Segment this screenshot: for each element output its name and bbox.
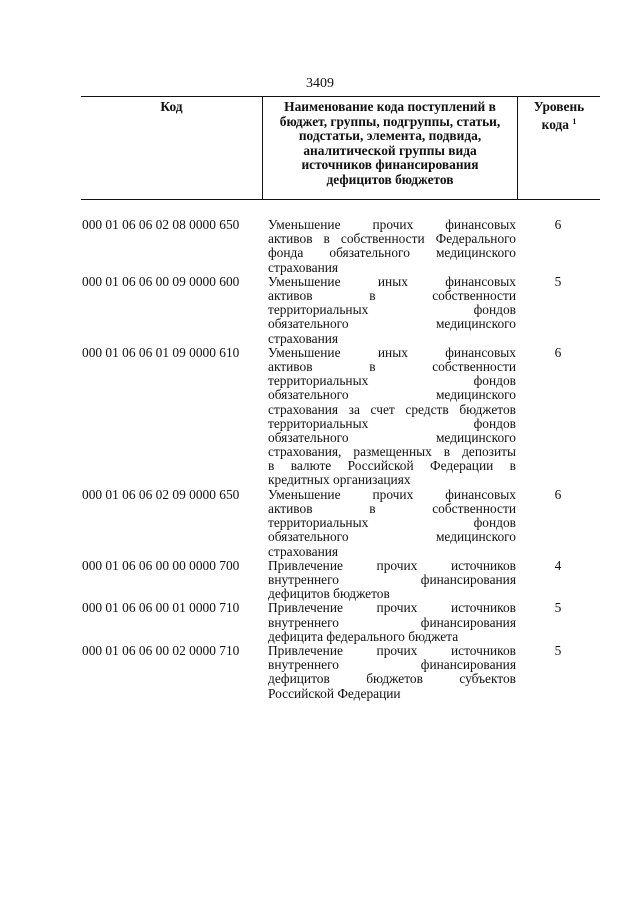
row-name-line: Привлечение прочих источников xyxy=(268,557,516,573)
row-name xyxy=(268,559,516,602)
row-name-line: дефицитов бюджетов xyxy=(268,586,390,602)
header-level-line xyxy=(518,115,600,133)
row-name-line: внутреннего финансирования xyxy=(268,657,516,673)
header-level xyxy=(518,97,600,199)
row-level: 6 xyxy=(554,486,562,502)
row-name xyxy=(268,346,516,488)
row-name-line: внутреннего финансирования xyxy=(268,614,516,630)
row-code: 000 01 06 06 01 09 0000 610 xyxy=(82,344,240,360)
header-name-line: дефицитов бюджетов xyxy=(326,171,454,187)
row-name-line: страхования xyxy=(268,259,339,275)
row-name-line: обязательного медицинского xyxy=(268,387,516,403)
row-name-line: обязательного медицинского xyxy=(268,529,516,545)
row-code: 000 01 06 06 00 01 0000 710 xyxy=(82,600,240,616)
row-name-line: страхования xyxy=(268,330,339,346)
table-header xyxy=(81,96,600,200)
row-name xyxy=(268,644,516,701)
row-code: 000 01 06 06 00 00 0000 700 xyxy=(82,557,240,573)
row-code: 000 01 06 06 02 09 0000 650 xyxy=(82,486,240,502)
row-level: 5 xyxy=(554,600,562,616)
row-name-line: активов в собственности xyxy=(268,500,516,516)
header-name-line: подстатьи, элемента, подвида, xyxy=(298,128,482,144)
row-name-line: кредитных организациях xyxy=(268,472,411,488)
row-name-line: активов в собственности Федерального xyxy=(268,231,516,247)
row-name-line: обязательного медицинского xyxy=(268,429,516,445)
row-level: 6 xyxy=(554,217,562,232)
row-code: 000 01 06 06 02 08 0000 650 xyxy=(82,217,240,232)
row-level: 6 xyxy=(554,344,562,360)
row-name xyxy=(268,218,516,275)
row-name-line: страхования, размещенных в депозиты xyxy=(268,444,516,460)
row-name-line: внутреннего финансирования xyxy=(268,571,516,587)
header-name-line: аналитической группы вида xyxy=(303,142,477,158)
row-name-line: дефицитов бюджетов субъектов xyxy=(268,671,516,687)
row-name-line: активов в собственности xyxy=(268,287,516,303)
row-name xyxy=(268,275,516,346)
row-name-line: Привлечение прочих источников xyxy=(268,600,516,616)
header-name-line: источников финансирования xyxy=(301,157,479,173)
header-level-footnote: 1 xyxy=(572,116,577,126)
row-name-line: Уменьшение иных финансовых xyxy=(268,344,516,360)
row-name xyxy=(268,488,516,559)
header-level-text: кода xyxy=(541,116,569,132)
header-name xyxy=(263,97,518,199)
row-name-line: дефицита федерального бюджета xyxy=(268,628,459,644)
header-code-label: Код xyxy=(160,99,183,114)
row-level: 5 xyxy=(554,273,562,289)
row-name-line: территориальных фондов xyxy=(268,302,516,318)
row-name-line: Уменьшение прочих финансовых xyxy=(268,217,516,232)
header-code xyxy=(81,97,263,199)
row-name-line: Привлечение прочих источников xyxy=(268,643,516,658)
row-code: 000 01 06 06 00 09 0000 600 xyxy=(82,273,240,289)
row-name-line: Российской Федерации xyxy=(268,685,401,701)
row-name xyxy=(268,601,516,644)
header-name-line: Наименование кода поступлений в xyxy=(284,99,496,114)
row-name-line: территориальных фондов xyxy=(268,373,516,389)
row-level: 5 xyxy=(554,643,562,658)
header-level-line: Уровень xyxy=(533,99,585,114)
page-number: 3409 xyxy=(306,76,334,91)
row-name-line: фонда обязательного медицинского xyxy=(268,245,516,261)
row-name-line: Уменьшение иных финансовых xyxy=(268,273,516,289)
row-name-line: активов в собственности xyxy=(268,358,516,374)
row-level: 4 xyxy=(554,557,562,573)
row-name-line: обязательного медицинского xyxy=(268,316,516,332)
row-name-line: страхования xyxy=(268,543,339,559)
row-name-line: территориальных фондов xyxy=(268,515,516,531)
row-name-line: в валюте Российской Федерации в xyxy=(268,458,516,474)
header-name-line: бюджет, группы, подгруппы, статьи, xyxy=(279,113,501,129)
row-name-line: страхования за счет средств бюджетов xyxy=(268,401,516,417)
row-code: 000 01 06 06 00 02 0000 710 xyxy=(82,643,240,658)
row-name-line: территориальных фондов xyxy=(268,415,516,431)
row-name-line: Уменьшение прочих финансовых xyxy=(268,486,516,502)
